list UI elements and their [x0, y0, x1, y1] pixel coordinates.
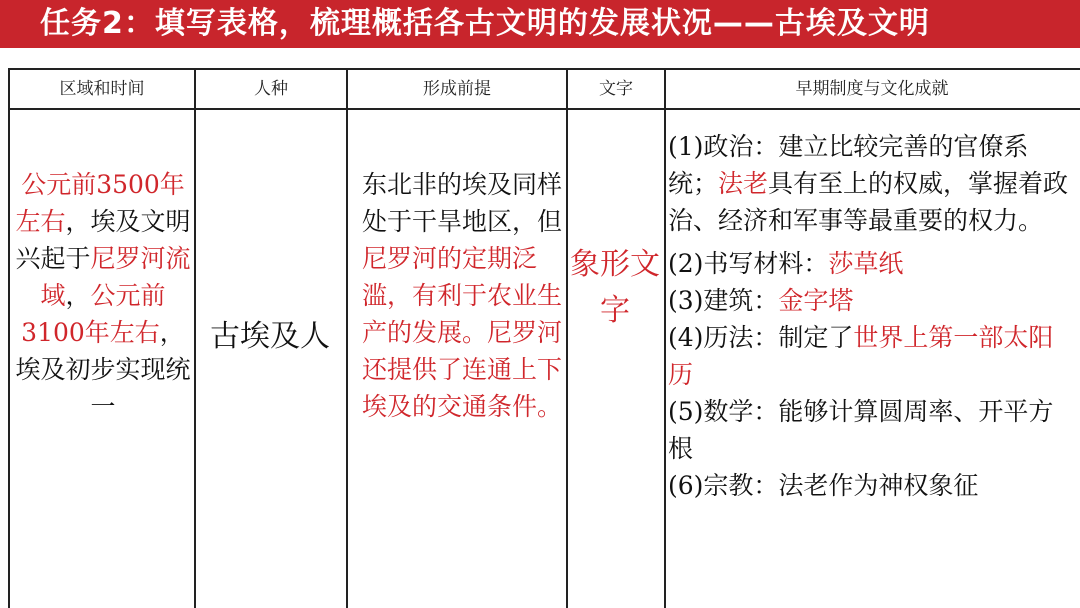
- region-time-text: ，埃及初步实现统一: [15, 318, 191, 421]
- institution-item: [668, 245, 1078, 282]
- institution-text: 具有至上的权威，掌握着政治、经济和军事等最重要的权力。: [668, 169, 1069, 235]
- institutions-cell: [668, 128, 1078, 504]
- header-script: 文字: [599, 79, 633, 99]
- region-time-highlight: 尼罗河流域: [40, 244, 191, 310]
- institution-text: (3)建筑：: [668, 286, 779, 315]
- script-cell: 象形文字: [570, 247, 660, 328]
- institution-highlight: 世界上第一部太阳历: [668, 323, 1054, 389]
- slide-title: 任务2：填写表格，梳理概括各古文明的发展状况——古埃及文明: [0, 0, 1080, 48]
- header-preconditions: 形成前提: [423, 79, 491, 99]
- institution-item: [668, 128, 1078, 239]
- header-divider: [8, 108, 1080, 110]
- region-time-text: ，: [65, 281, 91, 310]
- preconditions-text: 东北非的埃及同样处于干旱地区，但: [362, 170, 563, 236]
- preconditions-highlight: 尼罗河的定期泛滥，有利于农业生产的发展。尼罗河还提供了连通上下埃及的交通条件。: [362, 244, 563, 421]
- institution-highlight: 法老: [718, 169, 769, 198]
- institution-item: (5)数学：能够计算圆周率、开平方根: [668, 397, 1054, 463]
- region-time-text: ，埃及文明兴起于: [15, 207, 191, 273]
- column-divider: [566, 68, 568, 608]
- region-time-cell: [12, 166, 194, 425]
- race-cell: 古埃及人: [210, 319, 330, 354]
- region-time-highlight: 公元前3100年左右: [21, 281, 166, 347]
- institution-highlight: 莎草纸: [828, 249, 904, 278]
- header-race: 人种: [254, 79, 288, 99]
- preconditions-cell: [362, 166, 564, 425]
- institution-item: [668, 319, 1078, 393]
- institution-item: [668, 282, 1078, 319]
- column-divider: [664, 68, 666, 608]
- institution-item: (6)宗教：法老作为神权象征: [668, 471, 979, 500]
- institution-text: (1)政治：建立比较完善的官僚系统；: [668, 132, 1029, 198]
- header-institutions: 早期制度与文化成就: [795, 79, 949, 99]
- column-divider: [346, 68, 348, 608]
- institution-text: (4)历法：制定了: [668, 323, 854, 352]
- region-time-highlight: 公元前3500年左右: [15, 170, 185, 236]
- institution-text: (2)书写材料：: [668, 249, 829, 278]
- header-region-time: 区域和时间: [59, 79, 145, 99]
- institution-highlight: 金字塔: [778, 286, 854, 315]
